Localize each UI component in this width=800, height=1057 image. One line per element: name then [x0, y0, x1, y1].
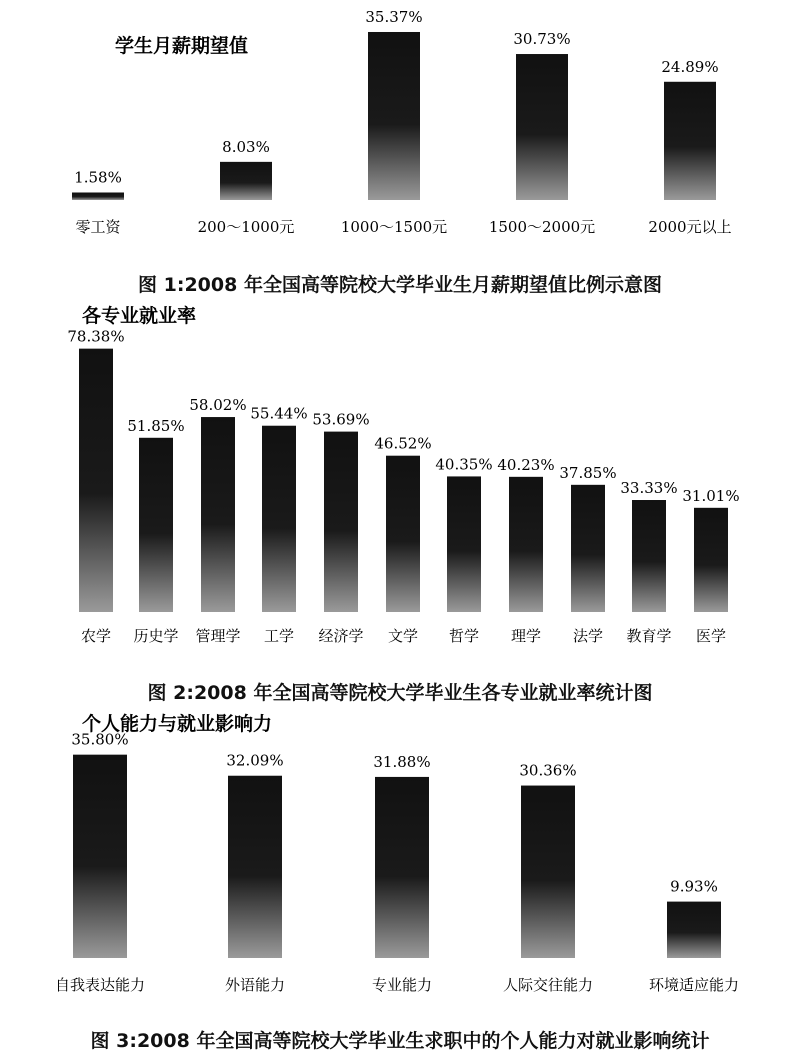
chart-3-bar-1 [228, 776, 282, 958]
chart-2-caption: 图 2:2008 年全国高等院校大学毕业生各专业就业率统计图 [147, 682, 653, 704]
chart-2-value-label-8: 37.85% [559, 463, 617, 482]
chart-2-bar-9 [632, 500, 666, 612]
chart-2-title: 各专业就业率 [82, 305, 197, 327]
chart-2-category-label-4: 经济学 [318, 627, 364, 645]
chart-2-bar-2 [201, 417, 235, 612]
chart-2 [0, 300, 800, 660]
chart-1-category-label-0: 零工资 [75, 218, 121, 236]
chart-1-bar-0 [72, 192, 124, 200]
chart-2-value-label-6: 40.35% [435, 455, 493, 474]
chart-2-value-label-2: 58.02% [189, 396, 247, 415]
chart-3-value-label-2: 31.88% [373, 752, 431, 771]
chart-1-category-label-4: 2000元以上 [648, 218, 732, 236]
chart-1-bar-1 [220, 162, 272, 200]
chart-1-value-label-4: 24.89% [661, 57, 719, 76]
chart-3-title: 个人能力与就业影响力 [82, 713, 273, 735]
chart-2-bar-8 [571, 485, 605, 612]
chart-3-category-label-0: 自我表达能力 [54, 976, 146, 994]
chart-2-bar-0 [79, 349, 113, 612]
chart-2-value-label-5: 46.52% [374, 434, 432, 453]
chart-3-bar-2 [375, 777, 429, 958]
chart-2-bar-6 [447, 476, 481, 612]
chart-2-bar-5 [386, 456, 420, 612]
chart-2-category-label-5: 文学 [387, 627, 419, 645]
chart-3-category-label-2: 专业能力 [371, 976, 433, 994]
chart-1-value-label-1: 8.03% [222, 137, 270, 156]
chart-2-category-label-7: 理学 [510, 627, 542, 645]
chart-2-category-label-9: 教育学 [626, 627, 672, 645]
chart-2-bar-3 [262, 426, 296, 612]
chart-2-svg [0, 300, 800, 660]
chart-2-category-label-2: 管理学 [195, 627, 241, 645]
chart-1-category-label-2: 1000～1500元 [340, 218, 448, 236]
chart-1-value-label-0: 1.58% [74, 168, 122, 187]
chart-3-bar-0 [73, 755, 127, 958]
chart-2-bar-4 [324, 432, 358, 612]
chart-1-value-label-2: 35.37% [365, 7, 423, 26]
chart-1-title: 学生月薪期望值 [115, 35, 249, 57]
chart-3-caption: 图 3:2008 年全国高等院校大学毕业生求职中的个人能力对就业影响统计 [90, 1030, 710, 1052]
chart-1-bar-3 [516, 54, 568, 200]
chart-2-category-label-0: 农学 [80, 627, 112, 645]
chart-2-value-label-3: 55.44% [250, 404, 308, 423]
chart-2-bar-1 [139, 438, 173, 612]
chart-2-category-label-1: 历史学 [133, 627, 179, 645]
chart-1-bar-4 [664, 82, 716, 200]
chart-2-category-label-8: 法学 [572, 627, 604, 645]
chart-2-value-label-4: 53.69% [312, 410, 370, 429]
chart-1-caption: 图 1:2008 年全国高等院校大学毕业生月薪期望值比例示意图 [138, 274, 662, 296]
chart-2-category-label-10: 医学 [695, 627, 727, 645]
chart-1-svg [0, 0, 800, 250]
chart-2-value-label-7: 40.23% [497, 455, 555, 474]
chart-3-value-label-1: 32.09% [226, 751, 284, 770]
chart-2-value-label-9: 33.33% [620, 479, 678, 498]
chart-2-category-label-6: 哲学 [448, 627, 480, 645]
chart-1 [0, 0, 800, 250]
chart-2-value-label-10: 31.01% [682, 486, 740, 505]
chart-2-value-label-1: 51.85% [127, 416, 185, 435]
chart-3-value-label-3: 30.36% [519, 761, 577, 780]
chart-3-value-label-4: 9.93% [670, 877, 718, 896]
chart-3-category-label-1: 外语能力 [224, 976, 286, 994]
chart-2-value-label-0: 78.38% [67, 327, 125, 346]
chart-2-bar-7 [509, 477, 543, 612]
chart-3 [0, 706, 800, 1006]
chart-2-category-label-3: 工学 [263, 627, 295, 645]
chart-1-value-label-3: 30.73% [513, 30, 571, 49]
chart-1-bar-2 [368, 32, 420, 200]
chart-3-category-label-3: 人际交往能力 [502, 976, 594, 994]
chart-1-category-label-1: 200～1000元 [197, 218, 295, 236]
chart-3-bar-3 [521, 786, 575, 958]
chart-3-value-label-0: 35.80% [71, 730, 129, 749]
chart-3-category-label-4: 环境适应能力 [648, 976, 740, 994]
chart-1-category-label-3: 1500～2000元 [488, 218, 596, 236]
chart-3-bar-4 [667, 902, 721, 958]
chart-3-svg [0, 706, 800, 1006]
chart-2-bar-10 [694, 508, 728, 612]
